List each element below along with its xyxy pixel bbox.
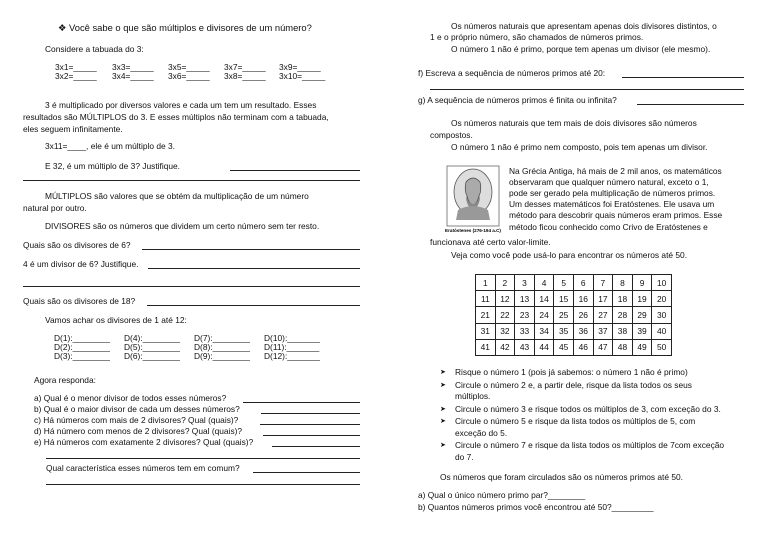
step-text: Circule o número 3 e risque todos os múltiplos de 3, com exceção do 3. [455,404,721,414]
step-text: Circule o número 7 e risque da lista todos os múltiplos de 7com exceção [455,440,725,450]
question-divisors-6: Quais são os divisores de 6? [23,240,131,250]
grid-cell[interactable]: 46 [573,339,593,355]
divisor-field[interactable]: D(1):________ [54,333,110,343]
page-title: ❖ Você sabe o que são múltiplos e divisores de um número? [58,22,312,33]
grid-cell[interactable]: 25 [554,307,574,323]
grid-cell[interactable]: 49 [632,339,652,355]
grid-cell[interactable]: 21 [476,307,496,323]
step-text: do 7. [455,452,474,462]
primos-definition: 1 e o próprio número, são chamados de números primos. [430,32,644,42]
tab-cell[interactable]: 3x10=_____ [279,71,326,81]
grid-row [476,323,672,339]
answer-line[interactable] [430,89,744,90]
question-b: b) Qual é o maior divisor de cada um desses números? [34,404,240,414]
divisor-field[interactable]: D(3):________ [54,351,110,361]
grid-cell[interactable]: 24 [534,307,554,323]
grid-cell[interactable]: 7 [593,275,613,291]
step-text: exceção do 5. [455,428,508,438]
tab-cell[interactable]: 3x8=_____ [224,71,266,81]
divisor-field[interactable]: D(10):_______ [264,333,320,343]
question-4-divides-6: 4 é um divisor de 6? Justifique. [23,259,139,269]
grid-row [476,275,672,291]
grid-cell[interactable]: 17 [593,291,613,307]
grid-row [476,307,672,323]
grid-cell[interactable]: 32 [495,323,515,339]
tab-cell[interactable]: 3x2=_____ [55,71,97,81]
divisor-field[interactable]: D(12):_______ [264,351,320,361]
grid-cell[interactable]: 10 [652,275,672,291]
step-text: Circule o número 5 e risque da lista todos os múltiplos de 5, com [455,416,696,426]
grecia-text: Na Grécia Antiga, há mais de 2 mil anos, os matemáticos [509,166,722,176]
question-3x11: 3x11=____, ele é um múltiplo de 3. [45,141,175,151]
answer-line[interactable] [230,170,360,171]
compostos-definition: compostos. [430,130,473,140]
answer-line[interactable] [263,435,360,436]
instruction-divisors: Vamos achar os divisores de 1 até 12: [45,315,187,325]
question-d: d) Há número com menos de 2 divisores? Qual (quais)? [34,426,243,436]
divisor-field[interactable]: D(5):________ [124,342,180,352]
grid-cell[interactable]: 20 [652,291,672,307]
grecia-text: método ficou conhecido como Crivo de Eratóstenes e [509,222,708,232]
step-text: Circule o número 2 e, a partir dele, risque da lista todos os seus [455,380,692,390]
eratosthenes-portrait [444,164,502,240]
grid-cell[interactable]: 33 [515,323,535,339]
tab-cell[interactable]: 3x9=_____ [279,62,321,72]
answer-line[interactable] [23,180,360,181]
grid-cell[interactable]: 31 [476,323,496,339]
grecia-text: Um desses matemáticos foi Eratóstenes. Ele usava um [509,199,715,209]
grecia-text: observaram que qualquer número natural, exceto o 1, [509,177,709,187]
tab-cell[interactable]: 3x4=_____ [112,71,154,81]
paragraph-line: 3 é multiplicado por diversos valores e cada um tem um resultado. Esses [45,100,317,110]
answer-line[interactable] [637,104,744,105]
compostos-definition: Os números naturais que tem mais de dois divisores são números [451,118,697,128]
sieve-grid [475,274,672,356]
divisor-field[interactable]: D(4):________ [124,333,180,343]
paragraph-line: eles seguem infinitamente. [23,124,123,134]
grid-cell[interactable]: 9 [632,275,652,291]
grid-row [476,339,672,355]
grid-cell[interactable]: 41 [476,339,496,355]
grid-cell[interactable]: 27 [593,307,613,323]
grid-cell[interactable]: 11 [476,291,496,307]
grid-cell[interactable]: 14 [534,291,554,307]
divisor-field[interactable]: D(9):________ [194,351,250,361]
divisor-field[interactable]: D(2):________ [54,342,110,352]
veja-text: Veja como você pode usá-lo para encontrar os números até 50. [451,250,688,260]
question-g: g) A sequência de números primos é finita ou infinita? [418,95,617,105]
answer-line[interactable] [23,286,360,287]
answer-line[interactable] [260,424,360,425]
arrow-icon: ➤ [440,382,446,389]
grid-cell[interactable]: 3 [515,275,535,291]
consider-text: Considere a tabuada do 3: [45,44,144,54]
arrow-icon: ➤ [440,418,446,425]
question-e: e) Há números com exatamente 2 divisores? Qual (quais)? [34,437,254,447]
question-a2: a) Qual o único número primo par?________ [418,490,586,500]
grid-cell[interactable]: 30 [652,307,672,323]
grid-cell[interactable]: 2 [495,275,515,291]
grid-cell[interactable]: 47 [593,339,613,355]
grecia-text: pode ser gerado pela multiplicação de números primos. [509,188,716,198]
multiplos-definition: natural por outro. [23,203,87,213]
grid-cell[interactable]: 15 [554,291,574,307]
circulados-text: Os números que foram circulados são os números primos até 50. [440,472,683,482]
arrow-icon: ➤ [440,442,446,449]
answer-line[interactable] [261,413,360,414]
grid-cell[interactable]: 4 [534,275,554,291]
grid-cell[interactable]: 34 [534,323,554,339]
paragraph-line: resultados são MÚLTIPLOS do 3. E esses múltiplos não terminam com a tabuada, [23,112,329,122]
answer-line[interactable] [148,268,360,269]
grid-cell[interactable]: 13 [515,291,535,307]
answer-line[interactable] [46,484,360,485]
answer-line[interactable] [253,472,360,473]
answer-line[interactable] [46,458,360,459]
grid-row [476,291,672,307]
grid-cell[interactable]: 18 [613,291,633,307]
grid-cell[interactable]: 38 [613,323,633,339]
question-caracteristica: Qual característica esses números tem em comum? [46,463,240,473]
grid-cell[interactable]: 22 [495,307,515,323]
arrow-icon: ➤ [440,406,446,413]
divisor-field[interactable]: D(6):________ [124,351,180,361]
answer-line[interactable] [622,77,744,78]
grid-cell[interactable]: 29 [632,307,652,323]
grid-cell[interactable]: 28 [613,307,633,323]
multiplos-definition: MÚLTIPLOS são valores que se obtém da multiplicação de um número [45,191,309,201]
grid-cell[interactable]: 45 [554,339,574,355]
grid-cell[interactable]: 6 [573,275,593,291]
question-a: a) Qual é o menor divisor de todos esses números? [34,393,227,403]
grid-cell[interactable]: 36 [573,323,593,339]
answer-line[interactable] [243,402,360,403]
tab-cell[interactable]: 3x3=_____ [112,62,154,72]
grid-cell[interactable]: 39 [632,323,652,339]
answer-line[interactable] [272,446,360,447]
step-text: Risque o número 1 (pois já sabemos: o número 1 não é primo) [455,367,688,377]
grid-cell[interactable]: 50 [652,339,672,355]
question-c: c) Há números com mais de 2 divisores? Qual (quais)? [34,415,239,425]
question-32: E 32, é um múltiplo de 3? Justifique. [45,161,181,171]
portrait-caption: Eratóstenes (276-194 a.C) [445,228,501,233]
primos-definition: Os números naturais que apresentam apenas dois divisores distintos, o [451,21,717,31]
grid-cell[interactable]: 23 [515,307,535,323]
question-b2: b) Quantos números primos você encontrou até 50?_________ [418,502,654,512]
question-divisors-18: Quais são os divisores de 18? [23,296,136,306]
grecia-text: funcionava até certo valor-limite. [430,237,551,247]
divisor-field[interactable]: D(8):________ [194,342,250,352]
grid-cell[interactable]: 8 [613,275,633,291]
divisor-field[interactable]: D(11):_______ [264,342,320,352]
grid-cell[interactable]: 1 [476,275,496,291]
grid-cell[interactable]: 44 [534,339,554,355]
tab-cell[interactable]: 3x5=_____ [168,62,210,72]
divisor-field[interactable]: D(7):________ [194,333,250,343]
um-nao-primo: O número 1 não é primo, porque tem apenas um divisor (ele mesmo). [451,44,711,54]
arrow-icon: ➤ [440,369,446,376]
grid-cell[interactable]: 35 [554,323,574,339]
answer-line[interactable] [142,249,360,250]
grid-cell[interactable]: 40 [652,323,672,339]
step-text: múltiplos. [455,391,491,401]
grid-cell[interactable]: 37 [593,323,613,339]
grid-cell[interactable]: 42 [495,339,515,355]
grecia-text: método para descobrir quais números eram primos. Esse [509,210,723,220]
grid-cell[interactable]: 48 [613,339,633,355]
tab-cell[interactable]: 3x7=_____ [224,62,266,72]
grid-cell[interactable]: 19 [632,291,652,307]
question-f: f) Escreva a sequência de números primos até 20: [418,68,606,78]
grid-cell[interactable]: 26 [573,307,593,323]
tab-cell[interactable]: 3x1=_____ [55,62,97,72]
grid-cell[interactable]: 12 [495,291,515,307]
agora-responda: Agora responda: [34,375,96,385]
grid-cell[interactable]: 43 [515,339,535,355]
tab-cell[interactable]: 3x6=_____ [168,71,210,81]
divisores-definition: DIVISORES são os números que dividem um certo número sem ter resto. [45,221,320,231]
grid-cell[interactable]: 5 [554,275,574,291]
answer-line[interactable] [147,305,360,306]
um-nao-composto: O número 1 não é primo nem composto, pois tem apenas um divisor. [451,142,708,152]
grid-cell[interactable]: 16 [573,291,593,307]
